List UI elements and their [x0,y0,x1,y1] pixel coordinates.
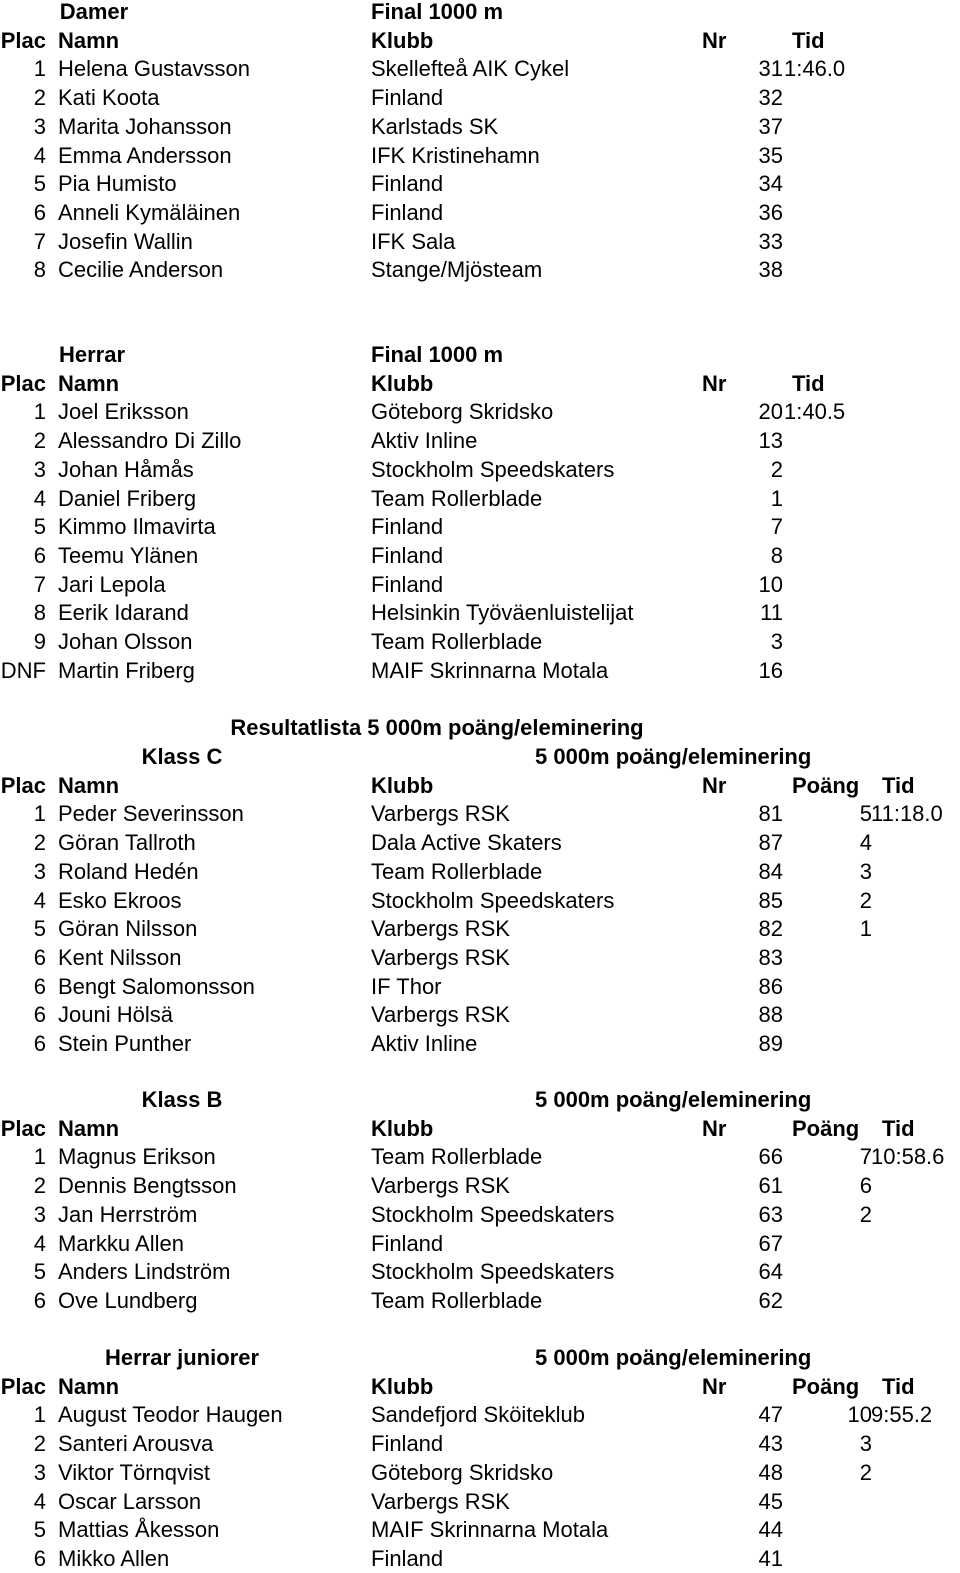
bib-number: 63 [758,1201,783,1227]
finish-time: 9:55.2 [871,1402,933,1428]
event-title: Final 1000 m [371,0,504,24]
athlete-name: Johan Håmås [58,456,194,482]
athlete-name: Viktor Törnqvist [58,1459,211,1485]
column-header-row [0,1373,960,1401]
column-header-row [0,27,960,55]
bib-number: 81 [758,801,783,827]
athlete-name: Magnus Erikson [58,1144,216,1170]
column-header-row [0,370,960,398]
club-name: Team Rollerblade [371,1287,543,1313]
header-plac: Plac [0,1373,46,1399]
athlete-name: Ove Lundberg [58,1287,198,1313]
header-nr: Nr [702,370,727,396]
result-row [0,398,960,426]
points: 2 [859,1201,872,1227]
athlete-name: Kati Koota [58,85,160,111]
result-row [0,228,960,256]
bib-number: 43 [758,1431,783,1457]
athlete-name: Alessandro Di Zillo [58,428,242,454]
placement: 8 [33,600,46,626]
result-row [0,829,960,857]
bib-number: 89 [758,1031,783,1056]
result-row [0,542,960,570]
result-row [0,973,960,1001]
bib-number: 1 [770,485,783,511]
header-nr: Nr [702,772,727,798]
points: 1 [859,916,872,942]
placement: DNF [0,657,46,683]
placement: 1 [33,801,46,827]
club-name: Göteborg Skridsko [371,1459,554,1485]
club-name: IFK Sala [371,228,456,254]
bib-number: 33 [758,228,783,254]
placement: 4 [33,1488,46,1514]
bib-number: 48 [758,1459,783,1485]
result-row [0,485,960,513]
header-klubb: Klubb [371,772,434,798]
bib-number: 45 [758,1488,783,1514]
result-row [0,1172,960,1200]
header-klubb: Klubb [371,1373,434,1399]
header-klubb: Klubb [371,1115,434,1141]
athlete-name: Eerik Idarand [58,600,189,626]
club-name: MAIF Skrinnarna Motala [371,1517,609,1543]
bib-number: 20 [758,399,783,425]
points: 7 [859,1144,872,1170]
header-namn: Namn [58,772,120,798]
header-poang: Poäng [792,1115,860,1141]
placement: 1 [33,399,46,425]
section-title-row [0,743,960,771]
points: 4 [859,830,872,856]
result-row [0,113,960,141]
athlete-name: Esko Ekroos [58,887,182,913]
placement: 4 [33,142,46,168]
placement: 3 [33,1201,46,1227]
club-name: Karlstads SK [371,113,499,139]
club-name: Aktiv Inline [371,428,478,454]
resultatlista-title: Resultatlista 5 000m poäng/eleminering [230,715,644,740]
placement: 3 [33,113,46,139]
header-namn: Namn [58,370,120,396]
header-plac: Plac [0,370,46,396]
bib-number: 3 [770,629,783,654]
club-name: Finland [371,85,444,111]
bib-number: 85 [758,887,783,913]
athlete-name: Cecilie Anderson [58,257,224,283]
club-name: Team Rollerblade [371,1144,543,1170]
finish-time: 11:18.0 [871,801,943,827]
placement: 1 [33,1402,46,1428]
bib-number: 38 [758,257,783,283]
athlete-name: Kimmo Ilmavirta [58,514,216,540]
placement: 6 [33,1545,46,1571]
result-row [0,1230,960,1258]
club-name: Stockholm Speedskaters [371,1201,615,1227]
athlete-name: Göran Nilsson [58,916,198,942]
club-name: Skellefteå AIK Cykel [371,56,570,82]
result-row [0,1001,960,1029]
result-row [0,1488,960,1516]
placement: 6 [33,542,46,568]
bib-number: 11 [760,600,783,626]
club-name: Stange/Mjösteam [371,257,543,283]
athlete-name: Markku Allen [58,1230,184,1256]
club-name: Helsinkin Työväenluistelijat [371,600,634,626]
bib-number: 7 [770,514,783,540]
result-row [0,55,960,83]
result-row [0,84,960,112]
header-poang: Poäng [792,1373,860,1399]
athlete-name: Anders Lindström [58,1259,231,1285]
finish-time: 10:58.6 [871,1144,945,1170]
result-row [0,628,960,656]
bib-number: 84 [758,858,783,884]
club-name: Finland [371,171,444,197]
bib-number: 31 [758,56,783,82]
athlete-name: Göran Tallroth [58,830,196,856]
points: 5 [859,801,872,827]
result-row [0,1287,960,1315]
header-poang: Poäng [792,772,860,798]
club-name: Team Rollerblade [371,858,543,884]
result-row [0,456,960,484]
section-title-row [0,0,960,26]
bib-number: 13 [758,428,783,454]
athlete-name: Emma Andersson [58,142,232,168]
header-tid: Tid [882,772,915,798]
placement: 5 [33,1259,46,1285]
club-name: Stockholm Speedskaters [371,1259,615,1285]
bib-number: 41 [758,1545,783,1571]
athlete-name: Stein Punther [58,1031,192,1056]
club-name: Stockholm Speedskaters [371,456,615,482]
result-row [0,513,960,541]
points: 6 [859,1173,872,1199]
placement: 4 [33,1230,46,1256]
section-title: Klass B [141,1087,223,1112]
section-title: Herrar juniorer [104,1345,260,1370]
club-name: Finland [371,1545,444,1571]
event-title: 5 000m poäng/eleminering [535,1087,812,1112]
points: 2 [859,887,872,913]
placement: 2 [33,1173,46,1199]
section-title-row [0,1086,960,1114]
result-row [0,887,960,915]
placement: 7 [33,571,46,597]
athlete-name: Martin Friberg [58,657,195,683]
club-name: MAIF Skrinnarna Motala [371,657,609,683]
points: 3 [859,858,872,884]
bib-number: 16 [758,657,783,683]
club-name: Team Rollerblade [371,485,543,511]
header-nr: Nr [702,27,727,53]
result-row [0,915,960,943]
club-name: Varbergs RSK [371,1488,510,1514]
bib-number: 32 [758,85,783,111]
bib-number: 10 [758,571,783,597]
bib-number: 34 [758,171,783,197]
header-klubb: Klubb [371,370,434,396]
event-title: Final 1000 m [371,342,504,367]
athlete-name: Mikko Allen [58,1545,170,1571]
club-name: Varbergs RSK [371,916,510,942]
placement: 4 [33,485,46,511]
header-plac: Plac [0,27,46,53]
header-nr: Nr [702,1373,727,1399]
result-row [0,170,960,198]
placement: 6 [33,1287,46,1313]
placement: 2 [33,428,46,454]
placement: 1 [33,1144,46,1170]
club-name: Varbergs RSK [371,1173,510,1199]
result-row [0,1459,960,1487]
header-nr: Nr [702,1115,727,1141]
bib-number: 88 [758,1002,783,1028]
club-name: Varbergs RSK [371,944,510,970]
athlete-name: Roland Hedén [58,858,199,884]
result-row [0,427,960,455]
result-row [0,1143,960,1171]
header-tid: Tid [882,1115,915,1141]
bib-number: 2 [770,456,783,482]
bib-number: 36 [758,199,783,225]
athlete-name: Johan Olsson [58,629,193,654]
column-header-row [0,772,960,800]
section-title: Herrar [58,342,126,367]
athlete-name: Bengt Salomonsson [58,973,255,999]
placement: 1 [33,56,46,82]
bib-number: 44 [758,1517,783,1543]
section-title: Damer [59,0,129,24]
result-row [0,599,960,627]
club-name: Finland [371,1230,444,1256]
result-row [0,1545,960,1573]
finish-time: 1:40.5 [784,399,846,425]
athlete-name: Pia Humisto [58,171,177,197]
placement: 6 [33,1002,46,1028]
bib-number: 87 [758,830,783,856]
bib-number: 61 [758,1173,783,1199]
bib-number: 35 [758,142,783,168]
result-row [0,1030,960,1058]
result-row [0,657,960,685]
resultatlista-title-row [0,714,960,742]
header-namn: Namn [58,1373,120,1399]
header-namn: Namn [58,27,120,53]
result-row [0,800,960,828]
result-row [0,944,960,972]
result-row [0,1401,960,1429]
club-name: Finland [371,514,444,540]
club-name: IFK Kristinehamn [371,142,540,168]
club-name: IF Thor [371,973,442,999]
placement: 4 [33,887,46,913]
finish-time: 1:46.0 [784,56,846,82]
placement: 3 [33,1459,46,1485]
athlete-name: Anneli Kymäläinen [58,199,241,225]
club-name: Finland [371,1431,444,1457]
placement: 5 [33,171,46,197]
club-name: Varbergs RSK [371,1002,510,1028]
club-name: Sandefjord Sköiteklub [371,1402,586,1428]
placement: 6 [33,199,46,225]
result-row [0,1516,960,1544]
points: 2 [859,1459,872,1485]
bib-number: 83 [758,944,783,970]
section-title-row [0,1344,960,1372]
bib-number: 66 [758,1144,783,1170]
club-name: Stockholm Speedskaters [371,887,615,913]
column-header-row [0,1115,960,1143]
athlete-name: Helena Gustavsson [58,56,250,82]
placement: 9 [33,629,46,654]
athlete-name: Peder Severinsson [58,801,244,827]
placement: 3 [33,858,46,884]
result-row [0,858,960,886]
points: 10 [847,1402,872,1428]
placement: 2 [33,1431,46,1457]
club-name: Dala Active Skaters [371,830,562,856]
bib-number: 64 [758,1259,783,1285]
placement: 6 [33,1031,46,1056]
placement: 7 [33,228,46,254]
header-tid: Tid [882,1373,915,1399]
placement: 6 [33,973,46,999]
club-name: Göteborg Skridsko [371,399,554,425]
result-row [0,1201,960,1229]
placement: 5 [33,514,46,540]
section-title-row [0,341,960,369]
athlete-name: Joel Eriksson [58,399,189,425]
event-title: 5 000m poäng/eleminering [535,744,812,769]
athlete-name: Teemu Ylänen [58,542,199,568]
club-name: Varbergs RSK [371,801,510,827]
athlete-name: Jari Lepola [58,571,166,597]
athlete-name: Santeri Arousva [58,1431,214,1457]
club-name: Team Rollerblade [371,629,543,654]
header-plac: Plac [0,1115,46,1141]
club-name: Finland [371,199,444,225]
athlete-name: Daniel Friberg [58,485,197,511]
bib-number: 82 [758,916,783,942]
athlete-name: Oscar Larsson [58,1488,202,1514]
athlete-name: Mattias Åkesson [58,1517,220,1543]
header-namn: Namn [58,1115,120,1141]
bib-number: 37 [758,113,783,139]
bib-number: 47 [758,1402,783,1428]
placement: 6 [33,944,46,970]
header-plac: Plac [0,772,46,798]
header-tid: Tid [792,370,825,396]
header-klubb: Klubb [371,27,434,53]
bib-number: 8 [770,542,783,568]
section-title: Klass C [141,744,223,769]
placement: 2 [33,830,46,856]
placement: 3 [33,456,46,482]
header-tid: Tid [792,27,825,53]
points: 3 [859,1431,872,1457]
placement: 5 [33,1517,46,1543]
club-name: Aktiv Inline [371,1031,478,1056]
result-row [0,1258,960,1286]
placement: 2 [33,85,46,111]
placement: 8 [33,257,46,283]
athlete-name: Jouni Hölsä [58,1002,173,1028]
result-row [0,256,960,284]
result-row [0,571,960,599]
bib-number: 86 [758,973,783,999]
result-row [0,1430,960,1458]
result-row [0,199,960,227]
result-row [0,142,960,170]
club-name: Finland [371,542,444,568]
athlete-name: Marita Johansson [58,113,232,139]
athlete-name: Jan Herrström [58,1201,198,1227]
athlete-name: Josefin Wallin [58,228,193,254]
bib-number: 62 [758,1287,783,1313]
athlete-name: August Teodor Haugen [58,1402,283,1428]
event-title: 5 000m poäng/eleminering [535,1345,812,1370]
club-name: Finland [371,571,444,597]
placement: 5 [33,916,46,942]
athlete-name: Kent Nilsson [58,944,182,970]
athlete-name: Dennis Bengtsson [58,1173,237,1199]
bib-number: 67 [758,1230,783,1256]
